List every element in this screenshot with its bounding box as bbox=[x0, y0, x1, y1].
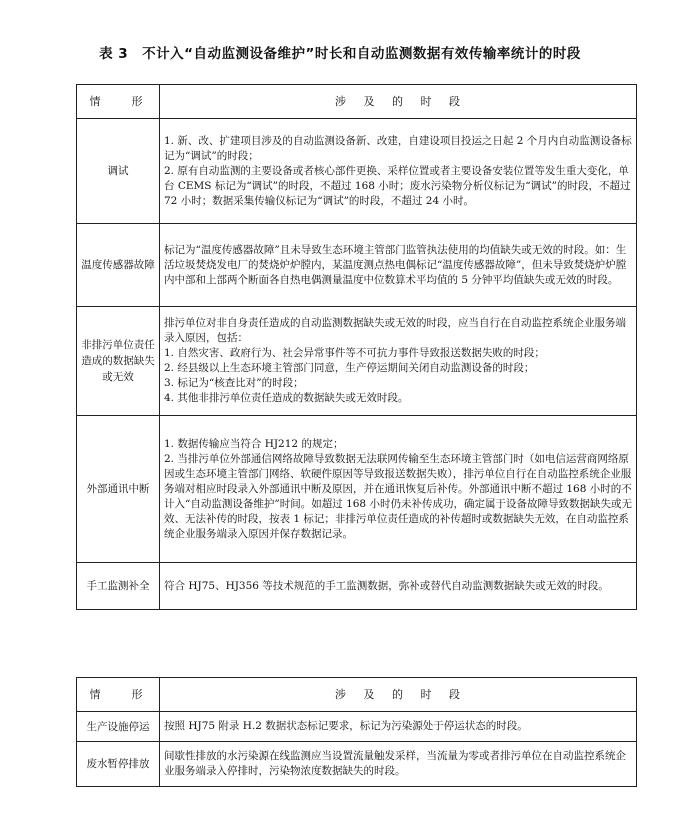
description-line: 1. 自然灾害、政府行为、社会异常事件等不可抗力事件导致报送数据失败的时段； bbox=[164, 347, 545, 359]
row-category: 手工监测补全 bbox=[77, 563, 160, 610]
table-header-row bbox=[77, 678, 637, 712]
row-description bbox=[160, 307, 637, 416]
table-row bbox=[77, 712, 637, 742]
table-row bbox=[77, 307, 637, 416]
row-category: 生产设施停运 bbox=[77, 712, 160, 742]
description-line: 2. 经县级以上生态环境主管部门同意，生产停运期间关闭自动监测设备的时段； bbox=[164, 362, 535, 374]
description-line: 间歇性排放的水污染源在线监测应当设置流量触发采样，当流量为零或者排污单位在自动监控系统企业服务端录入停排时，污染物浓度数据缺失的时段。 bbox=[164, 750, 626, 777]
table-title: 表 3 不计入“自动监测设备维护”时长和自动监测数据有效传输率统计的时段 bbox=[99, 46, 581, 62]
row-description bbox=[160, 742, 637, 787]
description-line: 按照 HJ75 附录 H.2 数据状态标记要求，标记为污染源处于停运状态的时段。 bbox=[164, 720, 528, 732]
row-category: 废水暂停排放 bbox=[77, 742, 160, 787]
table-row bbox=[77, 742, 637, 787]
description-line: 1. 新、改、扩建项目涉及的自动监测设备新、改建，自建设项目投运之日起 2 个月内自动监测设备标记为“调试”的时段； bbox=[164, 134, 632, 162]
table-header-row bbox=[77, 85, 637, 119]
description-line: 3. 标记为“核查比对”的时段； bbox=[164, 377, 304, 389]
row-category: 调试 bbox=[77, 119, 160, 224]
header-periods: 涉 及 的 时 段 bbox=[160, 85, 637, 119]
description-line: 排污单位对非自身责任造成的自动监测数据缺失或无效的时段，应当自行在自动监控系统企业服务端录入原因，包括： bbox=[164, 317, 626, 344]
statistics-table-1 bbox=[76, 84, 637, 610]
description-line: 1. 数据传输应当符合 HJ212 的规定； bbox=[164, 437, 344, 450]
row-description bbox=[160, 416, 637, 563]
description-line: 2. 当排污单位外部通信网络故障导致数据无法联网传输至生态环境主管部门时（如电信运营商网络原因或生态环境主管部门网络、软硬件原因等导致报送数据失败），排污单位自行在自动监控系统企业服务端对相应时段录入外部通讯中断及原因，并在通讯恢复后补传。外部通讯中断不超过 168 小时的不计入“自动监测设备维护”时间。如超过 168 小时仍未补传成功，确定属于设备故障导致数据缺失或无效、无法补传的时段，按表 1 标记；非排污单位责任造成的补传超时或数据缺失无效，在自动监控系统企业服务端录入原因并保存数据记录。 bbox=[164, 452, 632, 540]
row-description bbox=[160, 563, 637, 610]
header-situation: 情 形 bbox=[77, 85, 160, 119]
description-line: 2. 原有自动监测的主要设备或者核心部件更换、采样位置或者主要设备安装位置等发生重大变化，单台 CEMS 标记为“调试”的时段，不超过 168 小时；废水污染物分析仪标记为“调试”的时段，不超过 72 小时；数据采集传输仪标记为“调试”的时段，不超过 24 小时。 bbox=[164, 164, 631, 207]
row-description bbox=[160, 119, 637, 224]
table-row bbox=[77, 563, 637, 610]
row-category: 温度传感器故障 bbox=[77, 224, 160, 307]
table-row bbox=[77, 119, 637, 224]
description-line: 符合 HJ75、HJ356 等技术规范的手工监测数据，弥补或替代自动监测数据缺失或无效的时段。 bbox=[164, 579, 609, 592]
description-line: 4. 其他非排污单位责任造成的数据缺失或无效时段。 bbox=[164, 392, 409, 404]
header-situation: 情 形 bbox=[77, 678, 160, 712]
row-category: 外部通讯中断 bbox=[77, 416, 160, 563]
row-description bbox=[160, 224, 637, 307]
row-category: 非排污单位责任造成的数据缺失或无效 bbox=[77, 307, 160, 416]
table-row bbox=[77, 416, 637, 563]
table-row bbox=[77, 224, 637, 307]
statistics-table-2 bbox=[76, 677, 637, 787]
header-periods: 涉 及 的 时 段 bbox=[160, 678, 637, 712]
description-line: 标记为“温度传感器故障”且未导致生态环境主管部门监管执法使用的均值缺失或无效的时段。如：生活垃圾焚烧发电厂的焚烧炉炉膛内，某温度测点热电偶标记“温度传感器故障”，但未导致焚烧炉炉膛内中部和上部两个断面各自热电偶测量温度中位数算术平均值的 5 分钟平均值缺失或无效的时段。 bbox=[164, 243, 627, 286]
row-description bbox=[160, 712, 637, 742]
